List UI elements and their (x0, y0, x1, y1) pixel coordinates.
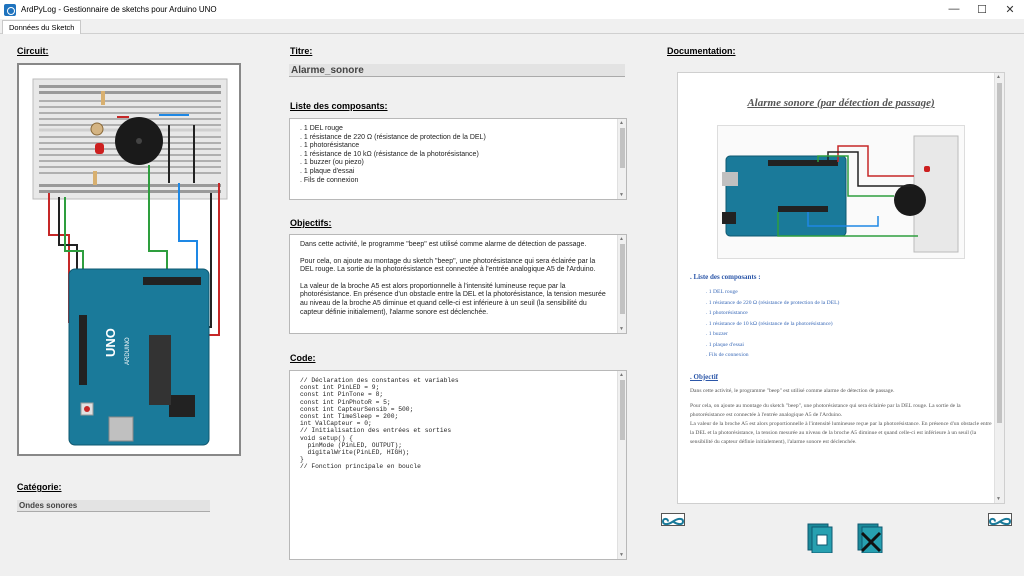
code-line: const int PinLED = 9; (300, 384, 380, 392)
code-line: pinMode (PinLED, OUTPUT); (300, 441, 403, 449)
code-label: Code: (290, 353, 316, 363)
documentation-label: Documentation: (667, 46, 736, 56)
composants-text[interactable] (289, 118, 627, 200)
resistor-220 (101, 91, 105, 105)
objectifs-text[interactable] (289, 234, 627, 334)
code-line: const int PinPhotoR = 5; (300, 398, 391, 406)
paragraph: La valeur de la broche A5 est alors proportionnelle à l'intensité lumineuse reçue par la photorésistance. En présence d'un obstacle entre la DEL et la photorésistance, la tension mesurée au niveau de la broche A5 diminue et quand celle-ci est inférieure à un seuil (la sensibilité du capteur définie initialement), l'alarme sonore est déclenchée. (300, 282, 606, 316)
close-button[interactable]: ✕ (1005, 4, 1015, 16)
doc-list-item: . 1 DEL rouge (706, 289, 738, 295)
infinity-right-button[interactable] (988, 513, 1012, 526)
composants-scrollbar[interactable]: ▲ ▼ (617, 119, 626, 199)
circuit-diagram (19, 65, 239, 454)
doc-paragraph: La valeur de la broche A5 est alors proportionnelle à l'intensité lumineuse reçue par la photorésistance. En présence d'un obstacle entre la DEL et la photorésistance, la tension mesurée au niveau de la broche A5 diminue et quand celle-ci est inférieure à un seuil (la sensibilité du capteur définie initialement), l'alarme sonore est déclenchée. (690, 420, 992, 445)
doc-composants-heading: . Liste des composants : (690, 273, 761, 281)
code-scrollbar[interactable]: ▲ ▼ (617, 371, 626, 559)
doc-paragraph: Dans cette activité, le programme "beep" est utilisé comme alarme de détection de passage. (690, 387, 895, 394)
doc-paragraph: Pour cela, on ajoute au montage du sketch "beep", une photorésistance qui sera éclairée par la DEL rouge. La sortie de la photorésistance est connectée à l'entrée analogique A5 de l'Arduino. (690, 402, 961, 418)
code-line: } (300, 456, 304, 464)
app-icon (4, 4, 16, 16)
photoresistor (91, 123, 103, 135)
doc-list-item: . 1 résistance de 220 Ω (résistance de protection de la DEL) (706, 299, 840, 306)
doc-title: Alarme sonore (par détection de passage) (747, 97, 935, 109)
code-line: void setup() { (300, 434, 353, 442)
list-item: . 1 plaque d'essai (300, 167, 355, 175)
list-item: . 1 buzzer (ou piezo) (300, 159, 364, 167)
atmega-chip (149, 335, 171, 405)
code-line: // Fonction principale en boucle (300, 463, 421, 471)
reset-button (84, 406, 90, 412)
categorie-label: Catégorie: (17, 482, 62, 492)
objectifs-label: Objectifs: (290, 218, 332, 228)
title-bar (0, 0, 1024, 19)
delete-sketch-button[interactable] (856, 523, 884, 553)
doc-objectif-heading: . Objectif (690, 372, 718, 381)
circuit-label: Circuit: (17, 46, 49, 56)
titre-field[interactable]: Alarme_sonore (289, 64, 625, 77)
arduino-label: ARDUINO (125, 337, 131, 365)
composants-label: Liste des composants: (290, 101, 388, 111)
status-bar (0, 565, 1024, 576)
red-led (95, 143, 104, 154)
delete-file-icon (856, 523, 884, 553)
paragraph: Pour cela, on ajoute au montage du sketch "beep", une photorésistance qui sera éclairée par la DEL rouge. La sortie de la photorésistance est connectée à l'entrée analogique A5 de l'Arduino. (300, 257, 596, 274)
minimize-button[interactable]: — (948, 3, 960, 15)
documentation-scrollbar[interactable]: ▲ ▼ (994, 73, 1004, 503)
doc-list-item: . Fils de connexion (706, 352, 749, 358)
code-line: digitalWrite(PinLED, HIGH); (300, 449, 410, 457)
infinity-left-button[interactable] (661, 513, 685, 526)
paragraph: Dans cette activité, le programme "beep" est utilisé comme alarme de détection de passage. (300, 241, 587, 248)
doc-list-item: . 1 plaque d'essai (706, 341, 744, 348)
objectifs-scrollbar[interactable]: ▲ ▼ (617, 235, 626, 333)
tab-donnees-sketch[interactable]: Données du Sketch (2, 20, 81, 34)
arduino-board (69, 269, 209, 445)
code-line: const int CapteurSensib = 500; (300, 405, 414, 413)
documentation-view[interactable] (677, 72, 1005, 504)
doc-list-item: . 1 buzzer (706, 331, 728, 337)
maximize-button[interactable]: ☐ (977, 4, 987, 16)
upload-sketch-button[interactable] (806, 523, 834, 553)
infinity-icon (989, 516, 1011, 527)
sketch-file-icon (806, 523, 834, 553)
tab-bar (0, 19, 1024, 34)
categorie-field[interactable]: Ondes sonores (17, 500, 210, 512)
code-line: // Initialisation des entrées et sorties (300, 427, 452, 435)
code-line: int ValCapteur = 0; (300, 420, 372, 428)
doc-list-item: . 1 photorésistance (706, 310, 748, 316)
code-line: const int PinTone = 8; (300, 391, 384, 399)
list-item: . 1 photorésistance (300, 142, 360, 150)
code-editor[interactable] (289, 370, 627, 560)
list-item: . 1 résistance de 10 kΩ (résistance de la photorésistance) (300, 150, 479, 158)
usb-port (109, 417, 133, 441)
uno-label: UNO (103, 328, 118, 357)
list-item: . 1 DEL rouge (300, 125, 343, 132)
code-line: const int TimeSleep = 200; (300, 413, 399, 421)
doc-circuit-image (717, 125, 965, 259)
resistor-10k (93, 171, 97, 185)
infinity-icon (662, 516, 684, 527)
doc-list-item: . 1 résistance de 10 kΩ (résistance de la photorésistance) (706, 320, 833, 327)
power-jack (169, 395, 195, 417)
window-title: ArdPyLog - Gestionnaire de sketchs pour Arduino UNO (21, 5, 217, 14)
list-item: . 1 résistance de 220 Ω (résistance de protection de la DEL) (300, 133, 486, 141)
code-line: // Déclaration des constantes et variables (300, 377, 459, 384)
titre-label: Titre: (290, 46, 313, 56)
list-item: . Fils de connexion (300, 176, 359, 184)
circuit-image (17, 63, 241, 456)
